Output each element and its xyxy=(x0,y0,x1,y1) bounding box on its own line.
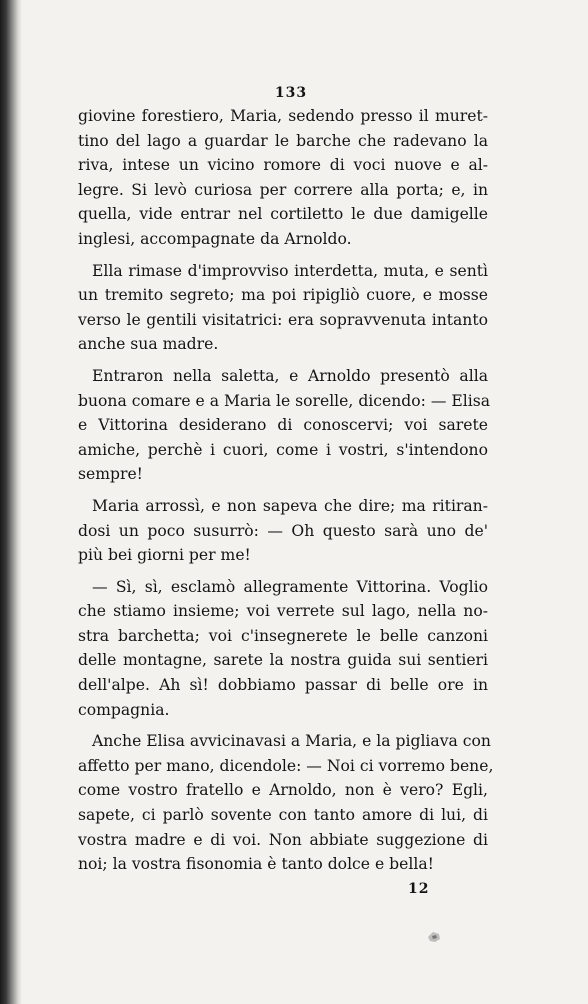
text-line: stra barchetta; voi c'insegnerete le belle canzoni xyxy=(78,626,488,645)
page-number: 133 xyxy=(274,85,308,101)
page-binding-edge xyxy=(0,0,22,1004)
text-line: Entraron nella saletta, e Arnoldo presentò alla xyxy=(92,366,488,385)
text-line: Anche Elisa avvicinavasi a Maria, e la pigliava con xyxy=(92,732,491,751)
text-line: vostra madre e di voi. Non abbiate suggezione di xyxy=(78,830,488,849)
text-line: anche sua madre. xyxy=(78,335,219,354)
text-line: amiche, perchè i cuori, come i vostri, s'intendono xyxy=(78,440,488,459)
text-line: sapete, ci parlò sovente con tanto amore di lui, di xyxy=(78,806,488,825)
text-line: dell'alpe. Ah sì! dobbiamo passar di belle ore in xyxy=(78,676,488,695)
paragraph xyxy=(78,729,494,877)
paragraph xyxy=(78,494,488,568)
text-line: sempre! xyxy=(78,465,143,484)
text-line: compagnia. xyxy=(78,700,170,719)
text-line: e Vittorina desiderano di conoscervi; voi sarete xyxy=(78,416,488,435)
text-line: noi; la vostra fisonomia è tanto dolce e bella! xyxy=(78,855,434,874)
text-body xyxy=(78,104,494,877)
text-line: giovine forestiero, Maria, sedendo presso il muret- xyxy=(78,107,488,125)
paragraph xyxy=(78,104,488,252)
text-line: più bei giorni per me! xyxy=(78,546,251,565)
text-line: buona comare e a Maria le sorelle, dicendo: — Elisa xyxy=(78,391,491,410)
paragraph xyxy=(78,575,488,723)
text-line: tino del lago a guardar le barche che radevano la xyxy=(78,131,488,150)
text-line: Maria arrossì, e non sapeva che dire; ma ritiran- xyxy=(92,496,488,515)
text-line: affetto per mano, dicendole: — Noi ci vorremo bene, xyxy=(78,756,494,775)
text-line: legre. Si levò curiosa per correre alla porta; e, in xyxy=(78,180,488,199)
paragraph xyxy=(78,259,488,357)
ink-smudge-icon xyxy=(426,930,442,944)
text-line: come vostro fratello e Arnoldo, non è vero? Egli, xyxy=(78,781,488,800)
signature-mark: 12 xyxy=(408,881,430,897)
text-line: delle montagne, sarete la nostra guida sui sentieri xyxy=(78,651,488,670)
text-line: dosi un poco susurrò: — Oh questo sarà uno de' xyxy=(78,521,488,540)
text-line: un tremito segreto; ma poi ripigliò cuore, e mosse xyxy=(78,286,488,305)
paragraph xyxy=(78,364,491,487)
text-line: inglesi, accompagnate da Arnoldo. xyxy=(78,229,352,248)
text-line: verso le gentili visitatrici: era sopravvenuta intanto xyxy=(78,310,488,329)
text-line: riva, intese un vicino romore di voci nuove e al- xyxy=(78,156,488,175)
text-line: Ella rimase d'improvviso interdetta, muta, e sentì xyxy=(92,261,488,280)
book-page xyxy=(78,82,494,884)
text-line: che stiamo insieme; voi verrete sul lago, nella no- xyxy=(78,602,488,621)
text-line: quella, vide entrar nel cortiletto le due damigelle xyxy=(78,205,488,224)
text-line: — Sì, sì, esclamò allegramente Vittorina. Voglio xyxy=(92,577,488,596)
